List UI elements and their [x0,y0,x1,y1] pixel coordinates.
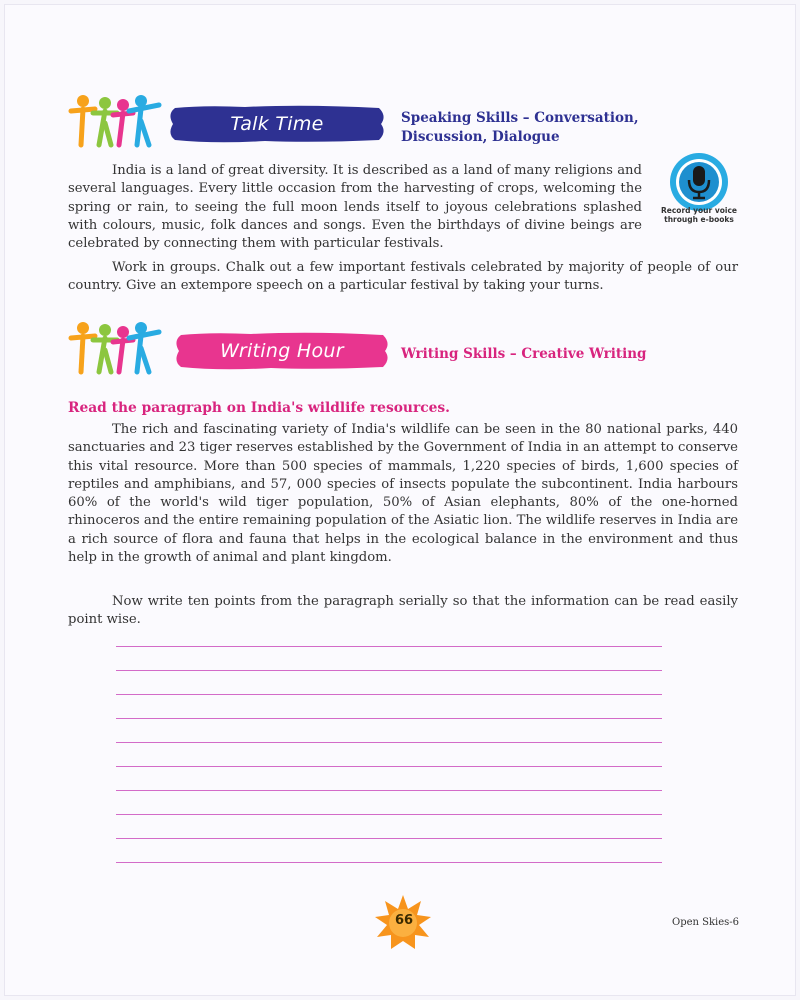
page-number: 66 [394,913,414,928]
answer-line[interactable] [116,766,662,767]
wildlife-paragraph: The rich and fascinating variety of India's wildlife can be seen in the 80 national parks, 440 sanctuaries and 23 tiger reserves established by the Government of India in an attempt to conserve this vital resource. More than 500 species of mammals, 1,220 species of birds, 1,600 species of reptiles and amphibians, and 57, 000 species of insects populate the subcontinent. India harbours 60% of the world's wild tiger population, 50% of Asian elephants, 80% of the one-horned rhinoceros and the entire remaining population of the Asiatic lion. The wildlife reserves in India are a rich source of flora and fauna that helps in the ecological balance in the environment and thus help in the growth of animal and plant kingdom. [68,422,738,566]
people-group-icon [67,93,162,149]
page [4,4,796,996]
answer-line[interactable] [116,718,662,719]
answer-line[interactable] [116,670,662,671]
speaking-skills-line-2: Discussion, Dialogue [401,129,560,145]
answer-line[interactable] [116,862,662,863]
answer-line[interactable] [116,790,662,791]
talk-time-label: Talk Time [230,113,324,135]
speaking-skills-heading [401,109,639,147]
talk-time-banner [165,104,389,144]
answer-line[interactable] [116,742,662,743]
talk-time-paragraph: India is a land of great diversity. It is described as a land of many religions and several languages. Every little occasion from the harvesting of crops, welcoming the spring or rain, to seeing the full moon lends itself to joyous celebrations splashed with colours, music, folk dances and songs. Even the birthdays of divine beings are celebrated by connecting them with particular festivals. [68,163,642,252]
talk-time-instruction: Work in groups. Chalk out a few important festivals celebrated by majority of people of our country. Give an extempore speech on a particular festival by taking your turns. [68,260,738,294]
writing-hour-label: Writing Hour [220,340,344,362]
writing-instruction: Now write ten points from the paragraph serially so that the information can be read easily point wise. [68,594,738,628]
wildlife-heading: Read the paragraph on India's wildlife resources. [68,400,450,416]
writing-skills-heading: Writing Skills – Creative Writing [401,346,647,362]
writing-hour-banner [171,331,393,371]
answer-line[interactable] [116,646,662,647]
answer-line[interactable] [116,814,662,815]
microphone-icon[interactable] [668,151,730,213]
speaking-skills-line-1: Speaking Skills – Conversation, [401,110,639,126]
book-title: Open Skies-6 [672,917,740,928]
people-group-icon-2 [67,320,162,376]
answer-line[interactable] [116,838,662,839]
record-voice-caption: Record your voice through e-books [661,206,737,224]
answer-line[interactable] [116,694,662,695]
